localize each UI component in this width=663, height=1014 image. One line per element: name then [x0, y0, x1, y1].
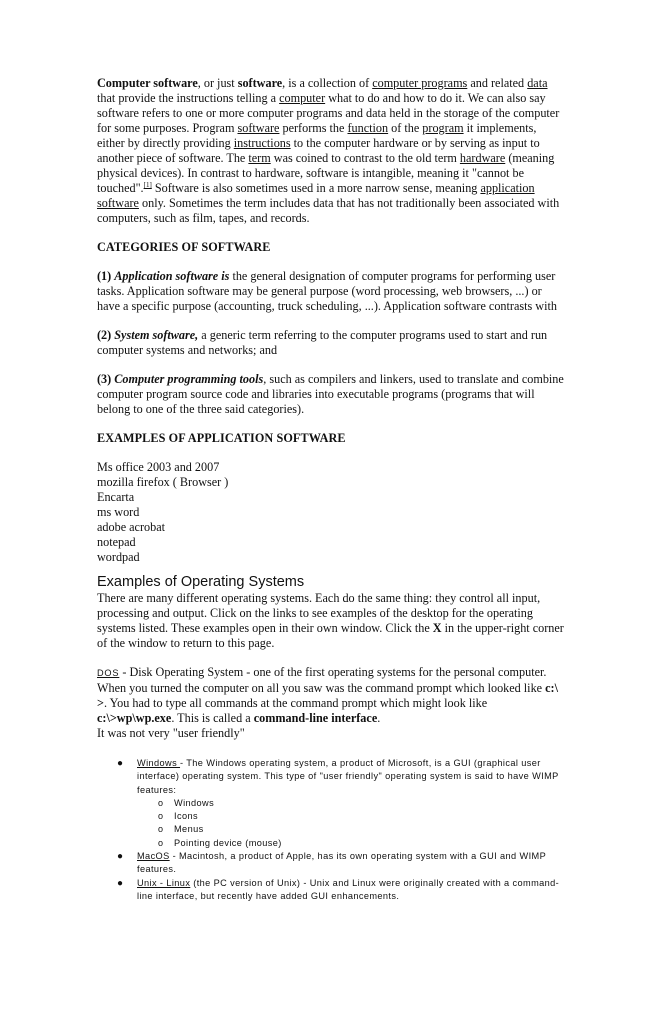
link-computer-programs[interactable]: computer programs [372, 76, 468, 90]
os-heading: Examples of Operating Systems [97, 574, 305, 590]
wimp-list [137, 797, 567, 850]
os-list [97, 757, 567, 903]
link-data[interactable]: data [527, 76, 548, 90]
category-2: (2) System software, a generic term referring to the computer programs used to start and run computer systems and networks; and [97, 328, 548, 357]
link-unix-linux[interactable]: Unix - Linux [137, 877, 191, 888]
application-list [97, 460, 567, 565]
link-application-software[interactable]: application software [97, 181, 535, 210]
circle-bullet-icon: o [158, 797, 164, 808]
list-item: o Windows [137, 797, 567, 810]
circle-bullet-icon: o [158, 837, 164, 848]
list-item: o Icons [137, 810, 567, 823]
link-instructions[interactable]: instructions [233, 136, 291, 150]
reference-link[interactable]: [1] [143, 180, 152, 189]
link-program[interactable]: program [422, 121, 464, 135]
list-item: Ms office 2003 and 2007 [97, 460, 220, 474]
link-term[interactable]: term [248, 151, 271, 165]
list-item: wordpad [97, 550, 140, 564]
list-item: adobe acrobat [97, 520, 166, 534]
link-hardware[interactable]: hardware [459, 151, 506, 165]
os-intro-paragraph: There are many different operating systems. Each do the same thing: they control all input, processing and output. Click on the links to see examples of the desktop for the operating systems listed. These examples open in their own window. Click the X in the upper-right corner of the window to return to this page. [97, 591, 564, 650]
list-item: o Pointing device (mouse) [137, 837, 567, 850]
category-3: (3) Computer programming tools, such as compilers and linkers, used to translate and combine computer program source code and libraries into executable programs (programs that will belong to one of the three said categories). [97, 372, 564, 416]
link-macos[interactable]: MacOS [137, 851, 170, 862]
bullet-icon: ● [117, 877, 124, 889]
link-computer[interactable]: computer [279, 91, 326, 105]
circle-bullet-icon: o [158, 824, 164, 835]
link-function[interactable]: function [347, 121, 389, 135]
link-dos[interactable]: DOS [97, 668, 120, 678]
list-item: o Menus [137, 823, 567, 836]
intro-paragraph: Computer software, or just software, is a collection of computer programs and related data that provide the instructions telling a computer what to do and how to do it. We can also say software refers to one or more computer programs and data held in the storage of the computer for some purposes. Program software performs the function of the program it implements, either by directly providing instructions to the computer hardware or by serving as input to another piece of software. The term was coined to contrast to the old term hardware (meaning physical devices). In contrast to hardware, software is intangible, meaning it "cannot be touched".[1] Software is also sometimes used in a more narrow sense, meaning application software only. Sometimes the term includes data that has not traditionally been associated with computers, such as film, tapes, and records. [97, 76, 560, 225]
list-item: ● Windows - The Windows operating system, a product of Microsoft, is a GUI (graphical user interface) operating system. This type of "user friendly" operating system is said to have WIMP features: o Windows o Icons o Menus o Pointing device (mouse) [97, 757, 567, 850]
category-1: (1) Application software is the general designation of computer programs for performing user tasks. Application software may be general purpose (word processing, web browsers, ...) or have a specific purpose (accounting, truck scheduling, ...). Application software contrasts with [97, 269, 557, 313]
dos-paragraph: DOS - Disk Operating System - one of the first operating systems for the personal computer. When you turned the computer on all you saw was the command prompt which looked like c:\ >. You had to type all commands at the command prompt which might look like c:\>wp\wp.exe. This is called a command-line interface. It was not very "user friendly" [97, 665, 558, 740]
document-page [97, 76, 567, 903]
circle-bullet-icon: o [158, 811, 164, 822]
list-item: ● MacOS - Macintosh, a product of Apple, has its own operating system with a GUI and WIMP features. [117, 851, 546, 875]
list-item: mozilla firefox ( Browser ) [97, 475, 229, 489]
list-item: Encarta [97, 490, 135, 504]
list-item: ● Unix - Linux (the PC version of Unix) - Unix and Linux were originally created with a command-line interface, but recently have added GUI enhancements. [117, 877, 560, 901]
list-item: ms word [97, 505, 140, 519]
bullet-icon: ● [117, 851, 124, 863]
bullet-icon: ● [117, 758, 124, 769]
link-windows[interactable]: Windows [137, 758, 181, 768]
examples-app-heading: EXAMPLES OF APPLICATION SOFTWARE [97, 431, 346, 445]
categories-heading: CATEGORIES OF SOFTWARE [97, 240, 271, 254]
link-software[interactable]: software [237, 121, 280, 135]
list-item: notepad [97, 535, 136, 549]
